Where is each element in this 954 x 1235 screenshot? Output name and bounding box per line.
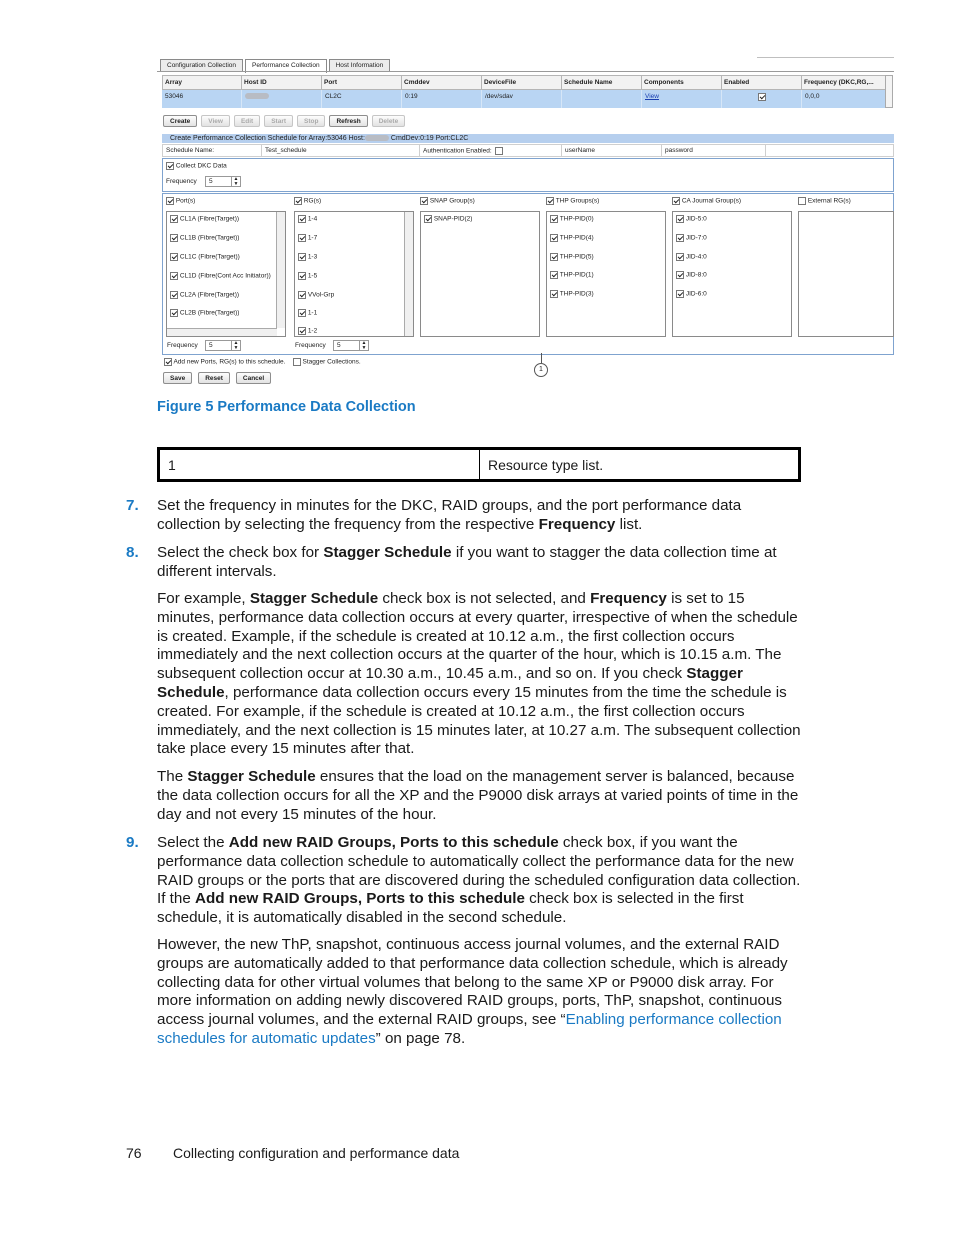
cell-schedule-name [562,90,642,108]
thp-select-all-checkbox[interactable] [546,197,554,205]
grid-header[interactable]: Frequency (DKC,RG,... [802,75,886,90]
list-item[interactable]: CL1D (Fibre(Cont Acc Initiator)) [170,272,271,280]
list-item[interactable]: 1-5 [298,272,317,280]
list-item[interactable]: THP-PID(0) [550,215,594,223]
external-select-all-checkbox[interactable] [798,197,806,205]
item-checkbox[interactable] [550,215,558,223]
password-input[interactable] [766,144,894,157]
ports-list [166,211,286,337]
refresh-button[interactable]: Refresh [329,115,367,127]
item-checkbox[interactable] [298,272,306,280]
cell-components [642,90,722,108]
item-checkbox[interactable] [170,309,178,317]
item-checkbox[interactable] [170,272,178,280]
column-header: External RG(s) [798,197,851,205]
list-item[interactable]: JID-5:0 [676,215,707,223]
grid-header[interactable]: Cmddev [402,75,482,90]
stagger-checkbox[interactable] [293,358,301,366]
step-9-text: Select the Add new RAID Groups, Ports to this schedule check box, if you want the performance data collection schedule to automatically collect the performance data for the new RAID groups or the ports that are discovered during the scheduled configuration data collection. If the Add new RAID Groups, Ports to this schedule check box is selected in the first schedule, it is automatically disabled in the second schedule. [157,834,801,927]
grid-header[interactable]: DeviceFile [482,75,562,90]
resource-column-rgs [291,194,414,354]
item-checkbox[interactable] [676,271,684,279]
list-item[interactable]: CL1B (Fibre(Target)) [170,234,239,242]
step-number: 8. [126,544,139,561]
resource-column-external-rgs [795,194,895,354]
cell-enabled [722,90,802,108]
schedule-name-label: Schedule Name: [162,144,262,157]
resource-column-snap-groups [417,194,540,354]
item-checkbox[interactable] [298,291,306,299]
stagger-example-paragraph: For example, Stagger Schedule check box is not selected, and Frequency is set to 15 minutes, performance data collection occurs at every quarter, irrespective of when the schedule is created. Example, if the schedule is created at 10.12 a.m., the first collection occurs immediately and the next collection occurs at the quarter of the hour, which is 10.15 a.m. The subsequent collection occur at 10.30 a.m., 10.45 a.m., and so on. If you check Stagger Schedule, performance data collection occurs every 15 minutes from the time the schedule is created. For example, if the schedule is created at 10.12 a.m., the first collection occurs immediately, and the next collection is 15 minutes later, at 10.27 a.m. The subsequent collection take place every 15 minutes after that. [157,590,801,758]
page-number: 76 [126,1145,142,1161]
reset-button[interactable]: Reset [198,372,230,384]
rgs-scrollbar[interactable] [404,212,413,336]
item-checkbox[interactable] [676,290,684,298]
list-item[interactable]: THP-PID(3) [550,290,594,298]
rgs-select-all-checkbox[interactable] [294,197,302,205]
ports-horizontal-scrollbar[interactable] [167,328,277,336]
stagger-note-paragraph: The Stagger Schedule ensures that the load on the management server is balanced, because the data collection occurs for all the XP and the P9000 disk arrays at varied points of time in the day and not every 15 minutes of the hour. [157,768,799,823]
item-checkbox[interactable] [298,215,306,223]
item-checkbox[interactable] [424,215,432,223]
resource-column-ports [163,194,286,354]
cell-port: CL2C [322,90,402,108]
grid-header[interactable]: Components [642,75,722,90]
redacted-host [365,135,389,141]
rgs-frequency-label: Frequency [295,342,326,349]
column-header: Port(s) [166,197,195,205]
tab-performance-collection[interactable]: Performance Collection [245,59,327,73]
rgs-frequency-stepper[interactable]: 5 ▲ ▼ [333,340,369,351]
ports-select-all-checkbox[interactable] [166,197,174,205]
schedule-grid [162,75,886,108]
username-label: userName [562,144,662,157]
save-button[interactable]: Save [163,372,192,384]
create-button[interactable]: Create [163,115,197,127]
external-rgs-list [798,211,894,337]
grid-header[interactable]: Host ID [242,75,322,90]
item-checkbox[interactable] [550,271,558,279]
grid-header[interactable]: Enabled [722,75,802,90]
list-item[interactable]: 1-2 [298,327,317,335]
grid-header[interactable]: Schedule Name [562,75,642,90]
item-checkbox[interactable] [170,291,178,299]
item-checkbox[interactable] [170,253,178,261]
list-item[interactable]: 1-3 [298,253,317,261]
dkc-frequency-stepper[interactable]: 5 ▲ ▼ [205,176,241,187]
password-label: password [662,144,766,157]
item-checkbox[interactable] [298,253,306,261]
list-item[interactable]: JID-4:0 [676,253,707,261]
form-buttons [163,372,271,384]
item-checkbox[interactable] [550,253,558,261]
grid-header[interactable]: Port [322,75,402,90]
ports-scrollbar[interactable] [276,212,285,328]
start-button[interactable]: Start [264,115,293,127]
snap-select-all-checkbox[interactable] [420,197,428,205]
column-header: RG(s) [294,197,321,205]
toolbar [163,115,405,127]
cell-array: 53046 [162,90,242,108]
callout-marker: 1 [534,363,548,377]
list-item[interactable]: SNAP-PID(2) [424,215,472,223]
item-checkbox[interactable] [298,327,306,335]
ca-journal-select-all-checkbox[interactable] [672,197,680,205]
item-checkbox[interactable] [170,215,178,223]
list-item[interactable]: CL2A (Fibre(Target)) [170,291,239,299]
schedule-settings-row [162,144,894,157]
item-checkbox[interactable] [676,215,684,223]
list-item[interactable]: THP-PID(1) [550,271,594,279]
resource-column-ca-journal-groups [669,194,792,354]
stepper-arrows-icon[interactable]: ▲ ▼ [359,341,368,350]
list-item[interactable]: JID-7:0 [676,234,707,242]
list-item[interactable]: CL1A (Fibre(Target)) [170,215,239,223]
grid-header[interactable]: Array [162,75,242,90]
list-item[interactable]: 1-1 [298,309,317,317]
resource-type-list [162,193,894,355]
view-button[interactable]: View [201,115,230,127]
performance-collection-screenshot [157,57,894,387]
list-item[interactable]: CL2B (Fibre(Target)) [170,309,239,317]
rgs-list [294,211,414,337]
snap-groups-list [420,211,540,337]
collect-dkc-option: Collect DKC Data [166,162,227,170]
authentication-field: Authentication Enabled: [420,144,562,157]
grid-header-row [162,75,886,90]
enabled-checkbox[interactable] [758,93,766,101]
list-item[interactable]: THP-PID(5) [550,253,594,261]
stepper-arrows-icon[interactable]: ▲ ▼ [231,341,240,350]
view-link[interactable]: View [645,93,659,100]
column-header: CA Journal Group(s) [672,197,741,205]
tab-host-information[interactable]: Host Information [329,59,391,72]
grid-scrollbar[interactable] [885,75,893,108]
step-number: 7. [126,497,139,514]
ca-journal-groups-list [672,211,792,337]
redacted-host [245,93,269,99]
list-item[interactable]: 1-7 [298,234,317,242]
step-7-text: Set the frequency in minutes for the DKC, RAID groups, and the port performance data collection by selecting the frequency from the respective Frequency list. [157,497,742,533]
cell-frequency: 0,0,0 [802,90,886,108]
step-8-text: Select the check box for Stagger Schedule if you want to stagger the data collection time at different intervals. [157,544,777,580]
cell-devicefile: /dev/sdav [482,90,562,108]
legend-text: Resource type list. [480,449,800,481]
stepper-arrows-icon[interactable]: ▲ ▼ [231,177,240,186]
footer-title: Collecting configuration and performance data [173,1145,460,1161]
step-number: 9. [126,834,139,851]
delete-button[interactable]: Delete [372,115,406,127]
item-checkbox[interactable] [170,234,178,242]
item-checkbox[interactable] [676,234,684,242]
list-item[interactable]: JID-6:0 [676,290,707,298]
item-checkbox[interactable] [550,234,558,242]
item-checkbox[interactable] [298,234,306,242]
item-checkbox[interactable] [298,309,306,317]
list-item[interactable]: JID-8:0 [676,271,707,279]
tab-configuration-collection[interactable]: Configuration Collection [160,59,243,72]
item-checkbox[interactable] [550,290,558,298]
callout-legend-table [157,447,801,482]
list-item[interactable]: THP-PID(4) [550,234,594,242]
column-header: SNAP Group(s) [420,197,475,205]
table-row[interactable] [162,90,886,108]
list-item[interactable]: VVol-Grp [298,291,334,299]
cell-cmddev: 0:19 [402,90,482,108]
add-new-checkbox[interactable] [164,358,172,366]
list-item[interactable]: 1-4 [298,215,317,223]
edit-button[interactable]: Edit [234,115,260,127]
stop-button[interactable]: Stop [297,115,325,127]
column-header: THP Groups(s) [546,197,599,205]
figure-caption: Figure 5 Performance Data Collection [157,399,416,415]
legend-number: 1 [159,449,480,481]
resource-column-thp-groups [543,194,666,354]
list-item[interactable]: CL1C (Fibre(Target)) [170,253,240,261]
ports-frequency-label: Frequency [167,342,198,349]
ports-frequency-stepper[interactable]: 5 ▲ ▼ [205,340,241,351]
automatic-updates-paragraph: However, the new ThP, snapshot, continuous access journal volumes, and the external RAID groups are automatically added to that performance data collection schedule, which is already collecting data for other virtual volumes that belong to the same XP or P9000 disk array. For more information on adding newly discovered RAID groups, ports, ThP, snapshot, continuous access journal volumes, and the external RAID groups, see “Enabling performance collection schedules for automatic updates” on page 78. [157,936,788,1047]
item-checkbox[interactable] [676,253,684,261]
dkc-panel [162,158,894,192]
enabling-collection-link[interactable]: Enabling performance collection schedules for automatic updates [157,1011,782,1047]
panel-title: Create Performance Collection Schedule for Array:53046 Host: CmdDev:0:19 Port:CL2C [162,134,894,143]
authentication-checkbox[interactable] [495,147,503,155]
cell-host-id [242,90,322,108]
collect-dkc-checkbox[interactable] [166,162,174,170]
thp-groups-list [546,211,666,337]
schedule-name-input[interactable]: Test_schedule [262,144,420,157]
cancel-button[interactable]: Cancel [236,372,271,384]
dkc-frequency-label: Frequency [166,178,197,185]
table-row [159,449,800,481]
bottom-options: Add new Ports, RG(s) to this schedule. Stagger Collections. [164,358,361,366]
